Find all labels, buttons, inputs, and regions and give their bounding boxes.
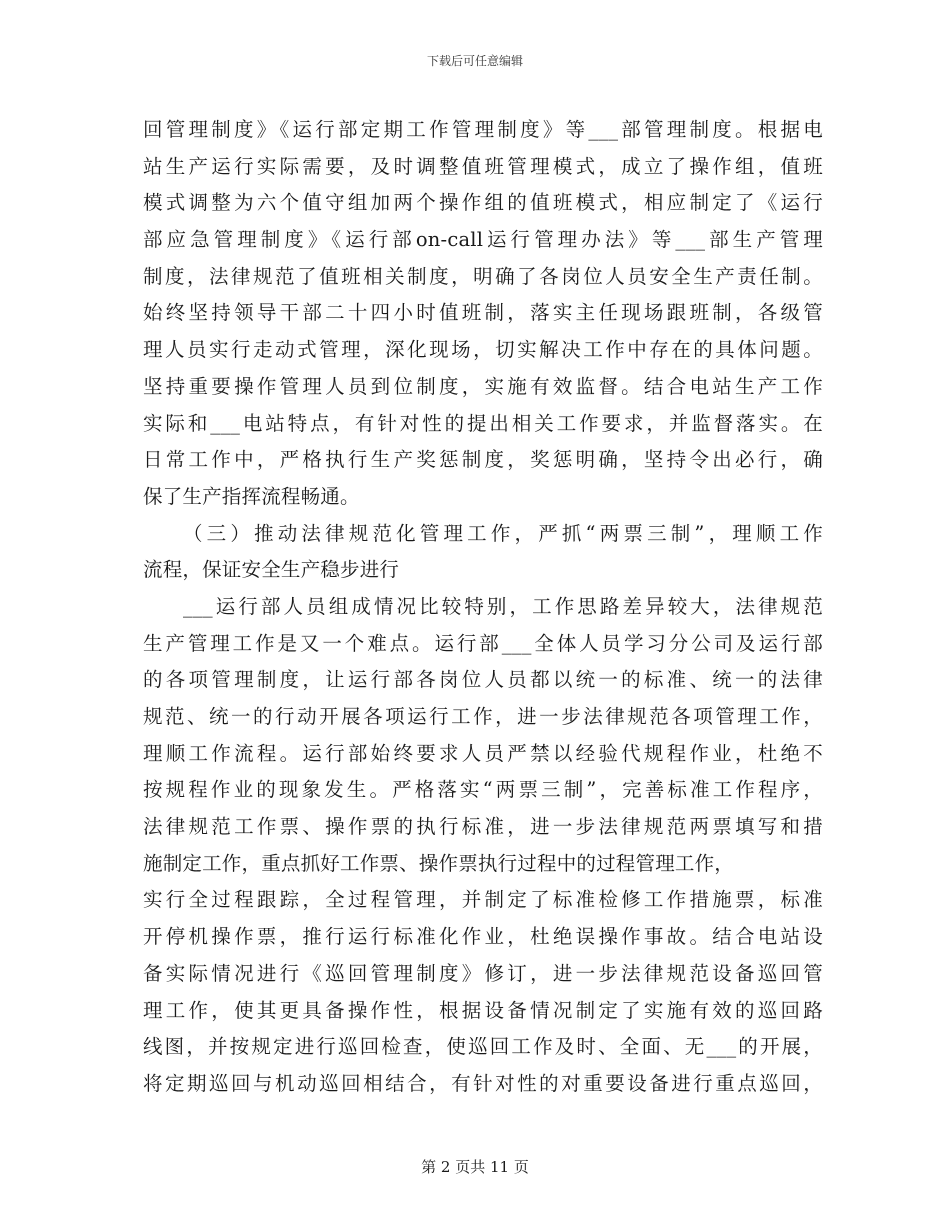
text-line: 施制定工作，重点抓好工作票、操作票执行过程中的过程管理工作， [143, 851, 735, 875]
text-line: 实际和___电站特点，有针对性的提出相关工作要求，并监督落实。在 [143, 411, 823, 435]
text-line: 制度，法律规范了值班相关制度，明确了各岗位人员安全生产责任制。 [143, 264, 823, 288]
section-heading-line: （三）推动法律规范化管理工作，严抓“两票三制”，理顺工作 [183, 521, 823, 545]
text-line: 回管理制度》《运行部定期工作管理制度》等___部管理制度。根据电 [143, 118, 823, 141]
page-number-footer: 第 2 页共 11 页 [421, 1158, 529, 1176]
text-line: 生产管理工作是又一个难点。运行部___全体人员学习分公司及运行部 [143, 631, 823, 655]
text-line: 规范、统一的行动开展各项运行工作，进一步法律规范各项管理工作， [143, 705, 823, 728]
text-line: ___运行部人员组成情况比较特别，工作思路差异较大，法律规范 [183, 594, 823, 618]
text-line: 法律规范工作票、操作票的执行标准，进一步法律规范两票填写和措 [143, 815, 823, 839]
document-body [143, 112, 823, 1103]
text-line: 坚持重要操作管理人员到位制度，实施有效监督。结合电站生产工作 [143, 374, 823, 398]
text-line: 保了生产指挥流程畅通。 [143, 484, 360, 508]
section-heading-line: 流程，保证安全生产稳步进行 [143, 558, 400, 582]
text-line: 开停机操作票，推行运行标准化作业，杜绝误操作事故。结合电站设 [143, 925, 823, 949]
page-header: 下载后可任意编辑 [426, 54, 523, 68]
text-line: 的各项管理制度，让运行部各岗位人员都以统一的标准、统一的法律 [143, 668, 823, 692]
text-line: 理工作，使其更具备操作性，根据设备情况制定了实施有效的巡回路 [143, 998, 823, 1022]
text-line: 实行全过程跟踪，全过程管理，并制定了标准检修工作措施票，标准 [143, 888, 823, 912]
text-line: 站生产运行实际需要，及时调整值班管理模式，成立了操作组，值班 [143, 154, 823, 178]
text-line: 理人员实行走动式管理，深化现场，切实解决工作中存在的具体问题。 [143, 338, 823, 362]
text-line: 将定期巡回与机动巡回相结合，有针对性的对重要设备进行重点巡回， [143, 1071, 823, 1095]
text-line: 日常工作中，严格执行生产奖惩制度，奖惩明确，坚持令出必行，确 [143, 448, 823, 472]
text-line: 备实际情况进行《巡回管理制度》修订，进一步法律规范设备巡回管 [143, 961, 823, 985]
text-line: 始终坚持领导干部二十四小时值班制，落实主任现场跟班制，各级管 [143, 301, 823, 325]
text-line: 按规程作业的现象发生。严格落实“两票三制”，完善标准工作程序， [143, 778, 823, 802]
text-line: 模式调整为六个值守组加两个操作组的值班模式，相应制定了《运行 [143, 191, 823, 215]
text-line: 线图，并按规定进行巡回检查，使巡回工作及时、全面、无___的开展， [143, 1035, 823, 1059]
text-line: 部应急管理制度》《运行部on-call运行管理办法》等___部生产管理 [143, 228, 823, 252]
text-line: 理顺工作流程。运行部始终要求人员严禁以经验代规程作业，杜绝不 [143, 741, 823, 765]
